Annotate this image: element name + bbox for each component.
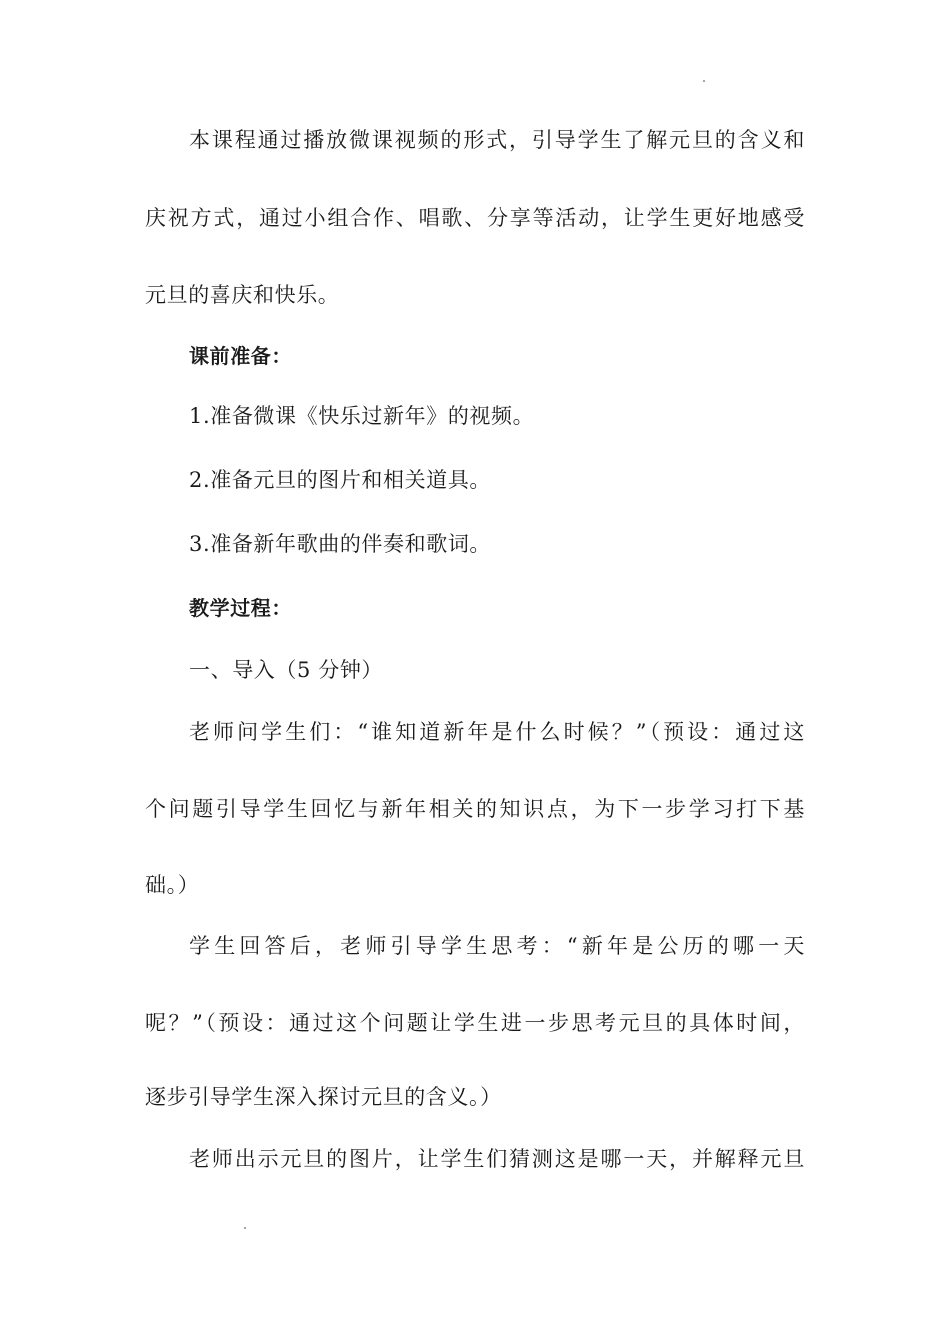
process-heading: 教学过程： [189,596,292,620]
para3-line-1: 老师出示元旦的图片，让学生们猜测这是哪一天，并解释元旦 [189,1147,805,1171]
preparation-item-3: 3.准备新年歌曲的伴奏和歌词。 [189,532,492,556]
preparation-heading: 课前准备： [189,344,292,368]
intro-line-1: 本课程通过播放微课视频的形式，引导学生了解元旦的含义和 [189,128,805,152]
para2-line-2: 呢？”（预设：通过这个问题让学生进一步思考元旦的具体时间， [145,1011,805,1035]
intro-line-3: 元旦的喜庆和快乐。 [145,283,340,307]
page-mark-bottom [244,1227,246,1229]
page-mark-top [703,80,705,82]
section-intro-heading: 一、导入（5 分钟） [189,658,384,682]
para1-line-1: 老师问学生们：“谁知道新年是什么时候？”（预设：通过这 [189,720,805,744]
para1-line-3: 础。） [145,873,200,897]
preparation-item-2: 2.准备元旦的图片和相关道具。 [189,468,492,492]
preparation-item-1: 1.准备微课《快乐过新年》的视频。 [189,404,535,428]
intro-line-2: 庆祝方式，通过小组合作、唱歌、分享等活动，让学生更好地感受 [145,206,805,230]
para2-line-1: 学生回答后，老师引导学生思考：“新年是公历的哪一天 [189,934,805,958]
para1-line-2: 个问题引导学生回忆与新年相关的知识点，为下一步学习打下基 [145,797,805,821]
para2-line-3: 逐步引导学生深入探讨元旦的含义。） [145,1085,502,1109]
